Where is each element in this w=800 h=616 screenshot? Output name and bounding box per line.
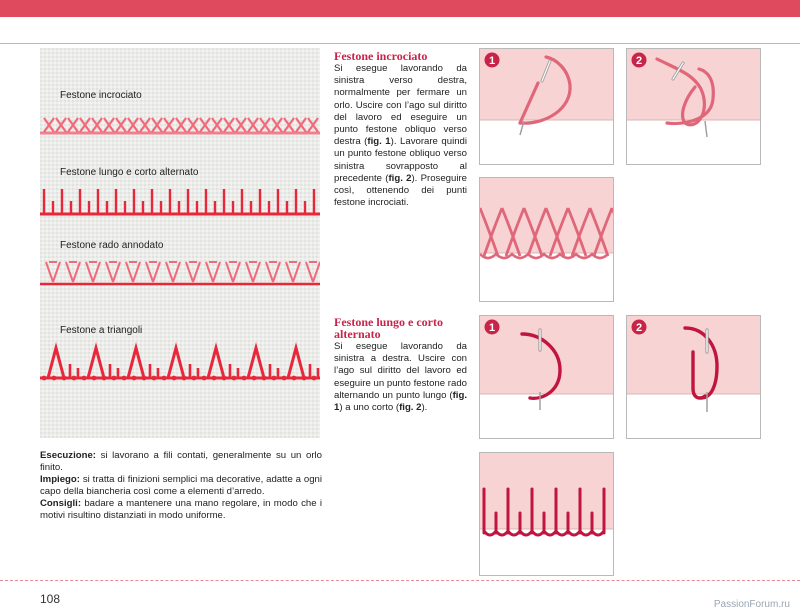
step-badge-label: 2 [635,322,643,334]
top-color-band [0,0,800,17]
body-text: ) a uno corto ( [339,402,400,414]
fig-ref: fig. 1 [334,389,467,414]
header-rule [0,43,800,44]
page-number: 108 [40,592,61,606]
step-badge-label: 2 [635,55,643,67]
photo-label-triangles: Festone a triangoli [60,325,143,336]
note-esecuzione [40,450,322,474]
body-text: Si esegue lavorando da sinistra a destra. Uscire con l’ago sul diritto del lavoro ed eseguire un punto festone rado alternando un punto lungo ( [334,341,467,401]
photo-label-cross: Festone incrociato [60,90,142,101]
figure-long-short-result [479,452,614,576]
fig-ref: fig. 1 [367,136,391,148]
note-label: Esecuzione: [40,450,96,461]
body-text: ). [421,402,428,414]
body-text: Si esegue lavorando da sinistra verso destra, normalmente per fermare un orlo. Uscire con l’ago sul diritto del lavoro ed eseguire un punto festone obliquo verso destra ( [334,63,467,148]
stitch-samples-photo [40,48,320,438]
fig-ref: fig. 2 [388,172,412,184]
body-text: ). Proseguire così, ottenendo dei punti festone incrociati. [334,172,468,209]
footer-rule [0,580,800,581]
note-label: Impiego: [40,474,80,485]
note-impiego [40,474,322,498]
photo-label-long-short: Festone lungo e corto alternato [60,167,199,178]
figure-cross-step-1 [479,48,614,165]
fig-ref: fig. 2 [399,402,422,414]
note-text: si lavorano a fili contati, generalmente su un orlo finito. [40,450,322,473]
body-text: ). Lavorare quindi un punto festone obliquo verso sinistra sovrapposto al precedente ( [334,136,468,184]
figure-cross-result [479,177,614,302]
section-title-cross: Festone incrociato [334,49,428,63]
figure-long-short-step-1 [479,315,614,439]
notes-block [40,450,322,522]
photo-label-knotted: Festone rado annodato [60,240,164,251]
note-text: badare a mantenere una mano regolare, in modo che i motivi risultino distanziati in modo uniforme. [40,498,322,521]
figure-long-short-step-2 [626,315,761,439]
note-label: Consigli: [40,498,82,509]
note-consigli [40,498,322,522]
watermark: PassionForum.ru [713,599,790,610]
section-body-cross [334,63,467,209]
section-body-long-short [334,341,467,414]
section-title-long-short: Festone lungo e corto alternato [334,315,443,341]
note-text: si tratta di finizioni semplici ma decorative, adatte a ogni capo della biancheria così come a elementi d’arredo. [40,474,322,497]
step-badge-label: 1 [488,322,496,334]
step-badge-label: 1 [488,55,496,67]
figure-cross-step-2 [626,48,761,165]
